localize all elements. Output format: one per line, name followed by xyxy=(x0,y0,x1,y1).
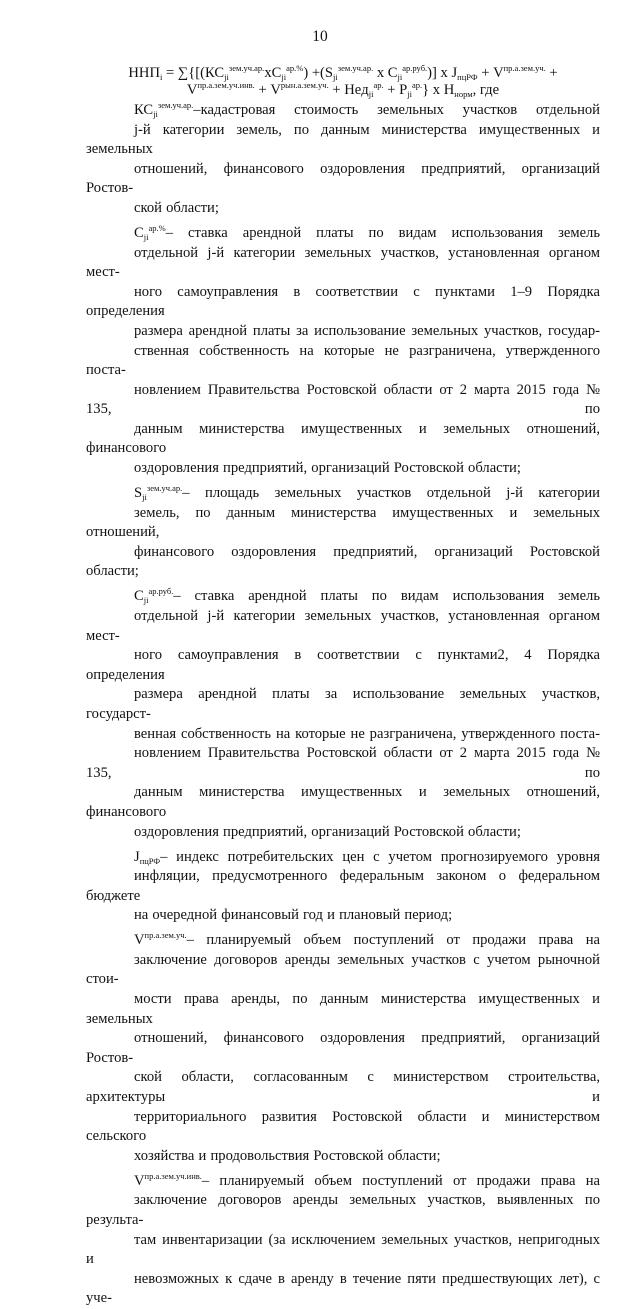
term-subscript: ji xyxy=(153,109,158,119)
definition-line: хозяйства и продовольствия Ростовской области; xyxy=(134,1147,441,1164)
definition-line: размера арендной платы за использование земельных участков, государ- xyxy=(134,322,600,339)
definition-line: там инвентаризации (за исключением земельных участков, непригодных и xyxy=(86,1231,600,1268)
definition-line: размера арендной платы за использование земельных участков, государст- xyxy=(86,686,600,722)
definition-term xyxy=(134,932,187,948)
definition-line: земель, по данным министерства имущественных и земельных отношений, xyxy=(86,504,600,541)
term-symbol: C xyxy=(134,224,144,241)
term-subscript: пцРФ xyxy=(139,855,161,866)
definition-term xyxy=(134,222,166,242)
definition-line xyxy=(86,224,600,244)
definition-text: – индекс потребительских цен с учетом прогнозируемого уровня xyxy=(160,848,600,865)
definition-line xyxy=(86,484,600,504)
definition-text: – площадь земельных участков отдельной j-й категории xyxy=(182,485,600,502)
formula-line-1: $ННП_i = \sum\{[(КС_{ji}^{зем.уч.ар.}хC_{ji}^{ар.\%}) +(S_{ji}^{зем.уч.ар.}$ х $C_{ji}^{ар.руб.}$)] х $J_{пцРФ} + V^{пр.а.зем.уч.}$ + xyxy=(128,63,558,82)
definition-line: на очередной финансовый год и плановый период; xyxy=(134,907,453,924)
definition-paragraph xyxy=(86,1172,600,1309)
definition-paragraph xyxy=(86,224,600,479)
term-symbol: V xyxy=(134,1172,145,1189)
term-superscript: ар.% xyxy=(148,222,166,233)
definition-line: финансового оздоровления предприятий, организаций Ростовской области; xyxy=(86,543,600,580)
definition-term xyxy=(134,485,182,501)
term-superscript: зем.уч.ар. xyxy=(157,100,194,110)
term-superscript: ар.руб. xyxy=(148,586,174,597)
formula-line-2: $V^{пр.а.зем.уч.инв.} + V^{рын.а.зем.уч.} + Нeд_{ji}^{ар.} + P_{ji}^{ар.}$} х $H_{норм}$, где xyxy=(186,80,500,99)
term-superscript: пр.а.зем.уч.инв. xyxy=(144,1170,202,1181)
definition-line: j-й категории земель, по данным министерства имущественных и земельных xyxy=(86,121,600,158)
term-subscript: ji xyxy=(143,231,149,242)
definition-text: – планируемый объем поступлений от продажи права на xyxy=(186,932,600,949)
definition-line: невозможных к сдаче в аренду в течение пяти предшествующих лет), с уче- xyxy=(86,1270,600,1307)
definition-line: венная собственность на которые не разграничена, утвержденного поста- xyxy=(134,725,600,742)
definition-line xyxy=(86,1172,600,1192)
definition-term xyxy=(134,1170,202,1189)
definition-term xyxy=(134,849,160,865)
definition-line xyxy=(86,931,600,951)
definition-line: территориального развития Ростовской области и министерством сельского xyxy=(86,1108,600,1145)
definition-line: ного самоуправления в соответствии с пунктами 1–9 Порядка определения xyxy=(86,283,600,320)
definitions-list xyxy=(86,101,600,1309)
definition-line: оздоровления предприятий, организаций Ростовской области; xyxy=(134,460,521,477)
definition-line: инфляции, предусмотренного федеральным законом о федеральном бюджете xyxy=(86,868,600,904)
term-symbol: КС xyxy=(134,102,154,118)
formula xyxy=(86,65,600,99)
definition-text: –кадастровая стоимость земельных участков отдельной xyxy=(193,102,600,118)
term-superscript: пр.а.зем.уч. xyxy=(144,930,187,941)
term-subscript: ji xyxy=(142,492,147,503)
page-number: 10 xyxy=(312,28,328,45)
definition-line: ственная собственность на которые не разграничена, утвержденного поста- xyxy=(86,342,600,379)
definition-term xyxy=(134,588,173,604)
definition-term xyxy=(134,102,193,118)
definition-line: отдельной j-й категории земельных участков, установленная органом мест- xyxy=(86,244,600,281)
definition-text: – ставка арендной платы по видам использования земель xyxy=(165,224,600,241)
term-symbol: J xyxy=(134,848,140,865)
definition-line: оздоровления предприятий, организаций Ростовской области; xyxy=(134,823,521,840)
definition-line: отношений, финансового оздоровления предприятий, организаций Ростов- xyxy=(86,160,600,197)
definition-line: ской области, согласованным с министерством строительства, архитектуры и xyxy=(86,1069,600,1106)
definition-line: данным министерства имущественных и земельных отношений, финансового xyxy=(86,420,600,457)
term-symbol: S xyxy=(134,485,143,502)
definition-line: заключение договоров аренды земельных участков с учетом рыночной стои- xyxy=(86,951,600,988)
definition-line: ской области; xyxy=(134,199,219,216)
definition-paragraph xyxy=(86,931,600,1166)
definition-paragraph xyxy=(86,484,600,582)
definition-paragraph xyxy=(86,587,600,842)
definition-line: заключение договоров аренды земельных участков, выявленных по результа- xyxy=(86,1192,600,1228)
term-subscript: ji xyxy=(143,595,149,606)
definition-paragraph xyxy=(86,101,600,219)
definition-line: мости права аренды, по данным министерства имущественных и земельных xyxy=(86,991,600,1027)
definition-text: – планируемый объем поступлений от продажи права на xyxy=(201,1172,600,1189)
definition-line xyxy=(86,587,600,607)
definition-line: ного самоуправления в соответствии с пунктами2, 4 Порядка определения xyxy=(86,647,600,683)
definition-line: данным министерства имущественных и земельных отношений, финансового xyxy=(86,784,600,820)
definition-line xyxy=(86,848,600,868)
definition-line: отдельной j-й категории земельных участков, установленная органом мест- xyxy=(86,608,600,644)
definition-line: новлением Правительства Ростовской области от 2 марта 2015 года № 135, по xyxy=(86,745,600,781)
term-symbol: C xyxy=(134,588,144,605)
term-superscript: зем.уч.ар. xyxy=(146,483,183,494)
definition-text: – ставка арендной платы по видам использования земель xyxy=(173,588,600,605)
term-symbol: V xyxy=(134,932,145,949)
definition-line: новлением Правительства Ростовской области от 2 марта 2015 года № 135, по xyxy=(86,381,600,418)
definition-line: отношений, финансового оздоровления предприятий, организаций Ростов- xyxy=(86,1030,600,1066)
definition-line xyxy=(86,101,600,121)
definition-paragraph xyxy=(86,848,600,926)
